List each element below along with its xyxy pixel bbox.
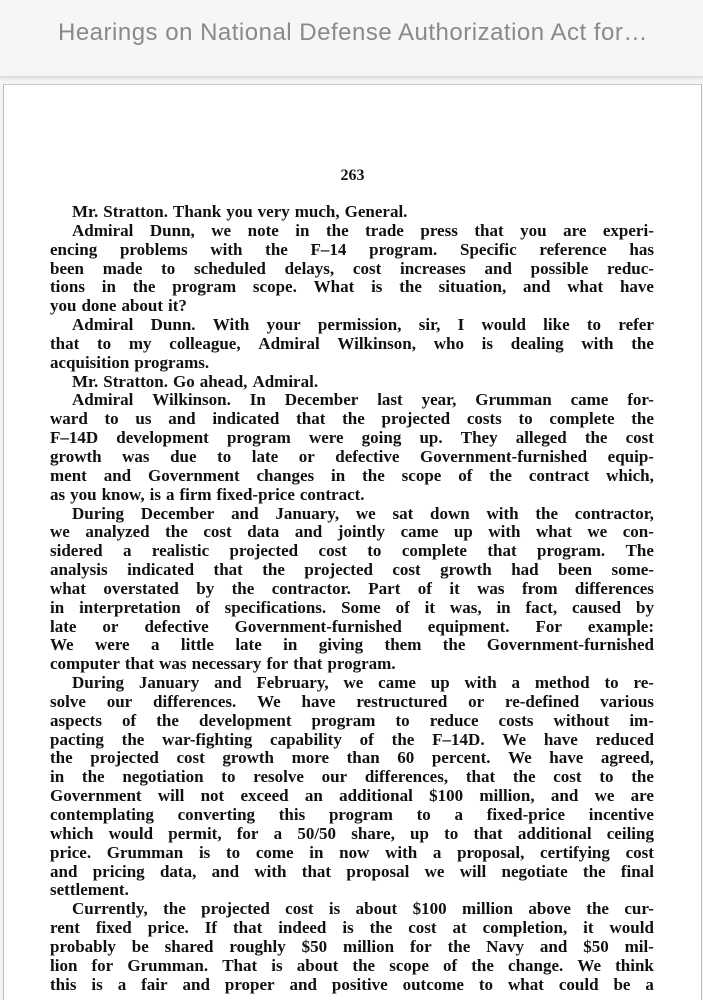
text-line: in interpretation of specifications. Some of it was, in fact, caused by — [50, 597, 654, 617]
text-line: tions in the program scope. What is the situation, and what have — [50, 277, 654, 297]
text-line: Government will not exceed an additional $100 million, and we are — [50, 786, 654, 806]
text-line: We were a little late in giving them the Government-furnished — [50, 635, 654, 655]
text-line: F–14D development program were going up. They alleged the cost — [50, 428, 654, 448]
text-line: contemplating converting this program to a fixed-price incentive — [50, 805, 654, 824]
text-line: probably be shared roughly $50 million for the Navy and $50 mil- — [50, 936, 654, 956]
text-line: computer that was necessary for that program. — [50, 654, 396, 674]
text-line: what overstated by the contractor. Part of it was from differences — [50, 578, 654, 598]
text-line: Mr. Stratton. Thank you very much, General. — [72, 202, 408, 221]
text-line: Mr. Stratton. Go ahead, Admiral. — [72, 371, 319, 391]
document-page[interactable] — [3, 84, 702, 1000]
title-bar — [0, 0, 703, 77]
page-text — [50, 203, 654, 994]
text-line: growth was due to late or defective Government-furnished equip- — [50, 446, 654, 466]
text-line: pacting the war-fighting capability of the F–14D. We have reduced — [50, 729, 654, 749]
text-line: and pricing data, and with that proposal we will negotiate the final — [50, 861, 654, 881]
text-line: aspects of the development program to reduce costs without im- — [50, 710, 654, 730]
text-line: Currently, the projected cost is about $100 million above the cur- — [72, 899, 654, 919]
text-line: sidered a realistic projected cost to complete that program. The — [50, 541, 654, 561]
document-title: Hearings on National Defense Authorization Act for… — [58, 19, 648, 46]
text-line: solve our differences. We have restructured or re-defined various — [50, 691, 654, 711]
text-line: Admiral Dunn, we note in the trade press that you are experi- — [72, 220, 654, 240]
text-line: settlement. — [50, 880, 129, 900]
text-line: which would permit, for a 50/50 share, up to that additional ceiling — [50, 823, 654, 843]
text-line: you done about it? — [50, 296, 187, 316]
text-line: that to my colleague, Admiral Wilkinson, who is dealing with the — [50, 333, 654, 353]
text-line: acquisition programs. — [50, 352, 210, 372]
text-line: been made to scheduled delays, cost increases and possible reduc- — [50, 258, 654, 278]
text-line: we analyzed the cost data and jointly came up with what we con- — [50, 522, 654, 542]
text-line: price. Grumman is to come in now with a proposal, certifying cost — [50, 842, 654, 862]
text-line: in the negotiation to resolve our differences, that the cost to the — [50, 767, 654, 787]
text-line: lion for Grumman. That is about the scope of the change. We think — [50, 955, 654, 975]
text-line: Admiral Dunn. With your permission, sir, I would like to refer — [72, 315, 654, 335]
text-line: rent fixed price. If that indeed is the cost at completion, it would — [50, 918, 654, 938]
text-line: During December and January, we sat down with the contractor, — [72, 503, 654, 523]
page-number: 263 — [340, 167, 365, 184]
text-line: this is a fair and proper and positive outcome to what could be a — [50, 974, 654, 994]
text-line: as you know, is a firm fixed-price contract. — [50, 484, 365, 504]
text-line: Admiral Wilkinson. In December last year, Grumman came for- — [72, 390, 654, 410]
text-line: encing problems with the F–14 program. Specific reference has — [50, 239, 654, 259]
text-line: late or defective Government-furnished equipment. For example: — [50, 616, 654, 636]
text-line: ment and Government changes in the scope of the contract which, — [50, 465, 654, 485]
text-line: ward to us and indicated that the projected costs to complete the — [50, 409, 654, 429]
text-line: analysis indicated that the projected cost growth had been some- — [50, 560, 654, 580]
text-line: the projected cost growth more than 60 percent. We have agreed, — [50, 748, 654, 768]
text-line: During January and February, we came up with a method to re- — [72, 673, 654, 693]
